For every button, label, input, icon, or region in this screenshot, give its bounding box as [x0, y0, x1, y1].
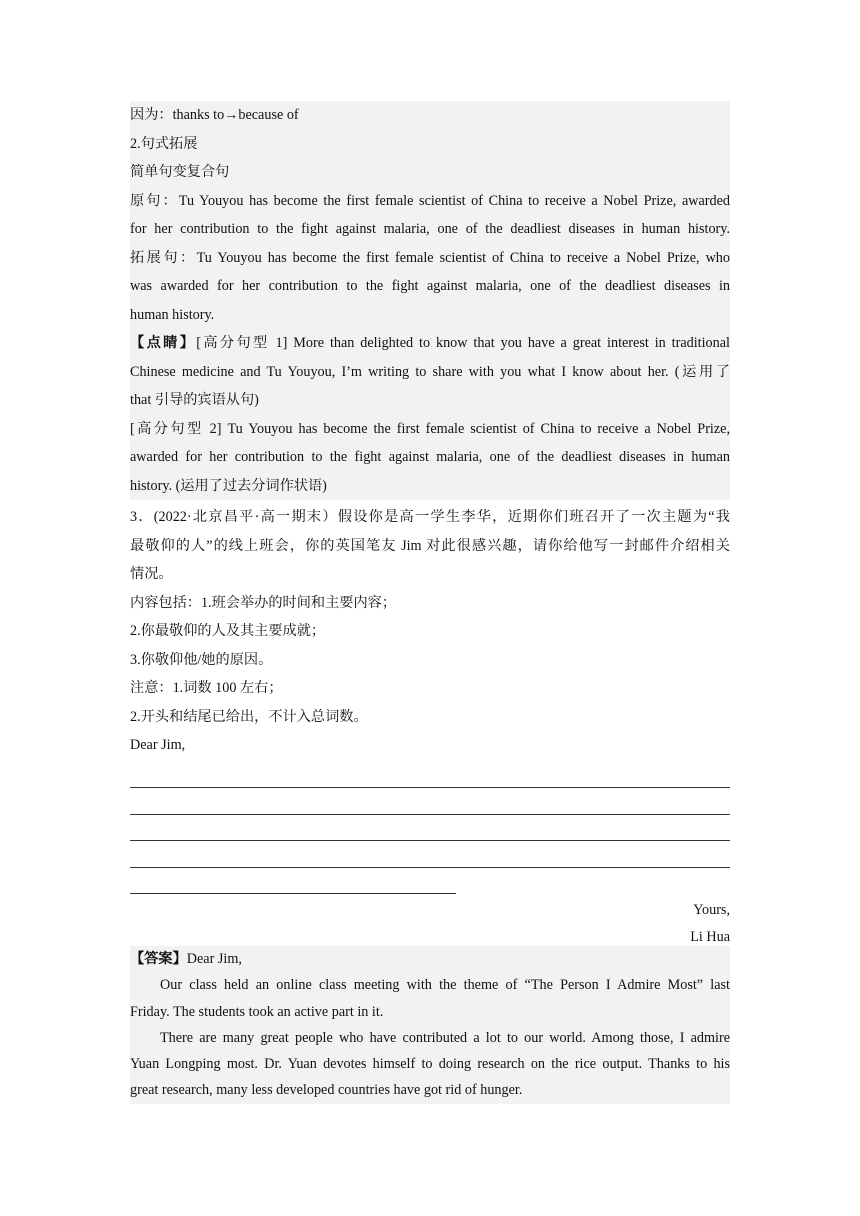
- answer-line: Our class held an online class meeting with the theme of “The Person I Admire Most” last: [160, 977, 730, 994]
- answer-section: [130, 946, 730, 1104]
- tip-line: [高分句型 2] Tu Youyou has become the first female scientist of China to receive a Nobel Prize,: [130, 420, 730, 437]
- question-line: 3.你敬仰他/她的原因。: [130, 651, 273, 668]
- question-line: 最敬仰的人”的线上班会，你的英国笔友 Jim 对此很感兴趣，请你给他写一封邮件介绍相关: [130, 537, 730, 554]
- text-line: 拓展句：Tu Youyou has become the first female scientist of China to receive a Nobel Prize, who: [130, 249, 730, 266]
- text-line: 简单句变复合句: [130, 164, 230, 180]
- answer-bracket: 【答案】: [130, 951, 187, 967]
- tip-text: [高分句型 1] More than delighted to know that you have a great interest in traditional: [196, 335, 730, 351]
- answer-line: great research, many less developed countries have got rid of hunger.: [130, 1082, 523, 1099]
- answer-heading: [130, 946, 730, 972]
- answer-line: Friday. The students took an active part in it.: [130, 1003, 384, 1020]
- answer-line: There are many great people who have contributed a lot to our world. Among those, I admire: [160, 1029, 730, 1046]
- answer-blank-lines: [130, 760, 730, 895]
- answer-greeting: Dear Jim,: [186, 951, 242, 967]
- text-line: 原句：Tu Youyou has become the first female scientist of China to receive a Nobel Prize, awarded: [130, 192, 730, 209]
- blank-line: [130, 788, 730, 815]
- analysis-section: [130, 101, 730, 500]
- tip-bracket: 【点睛】: [130, 335, 197, 351]
- question-line: 2.你最敬仰的人及其主要成就；: [130, 623, 326, 639]
- question-line: 内容包括：1.班会举办的时间和主要内容；: [130, 594, 397, 611]
- text-line: for her contribution to the fight against malaria, one of the deadliest diseases in human history.: [130, 221, 730, 237]
- question-line: 情况。: [130, 566, 173, 582]
- question-section: [130, 503, 730, 949]
- tip-line: Chinese medicine and Tu Youyou, I’m writing to share with you what I know about her. (运用了: [130, 363, 730, 380]
- blank-line: [130, 815, 730, 842]
- text-line: human history.: [130, 306, 215, 323]
- answer-line: Yuan Longping most. Dr. Yuan devotes himself to doing research on the rice output. Thanks to his: [130, 1056, 730, 1073]
- text-line: 2.句式拓展: [130, 135, 198, 152]
- question-line: 注意：1.词数 100 左右；: [130, 680, 283, 696]
- tip-line: that 引导的宾语从句): [130, 392, 259, 408]
- letter-closing: Yours,: [693, 902, 730, 918]
- blank-line: [130, 841, 730, 868]
- question-line: 2.开头和结尾已给出，不计入总词数。: [130, 708, 368, 725]
- letter-greeting: Dear Jim,: [130, 737, 186, 753]
- tip-line: awarded for her contribution to the fight against malaria, one of the deadliest diseases in human: [130, 449, 730, 465]
- blank-line: [130, 868, 456, 895]
- letter-signature: Li Hua: [690, 928, 730, 945]
- text-line: was awarded for her contribution to the fight against malaria, one of the deadliest diseases in: [130, 278, 730, 294]
- question-line: 3．(2022·北京昌平·高一期末）假设你是高一学生李华，近期你们班召开了一次主题为“我: [130, 509, 730, 525]
- tip-line: [130, 329, 730, 358]
- text-line: 因为：thanks to→because of: [130, 107, 299, 123]
- tip-line: history. (运用了过去分词作状语): [130, 477, 327, 494]
- blank-line: [130, 762, 730, 789]
